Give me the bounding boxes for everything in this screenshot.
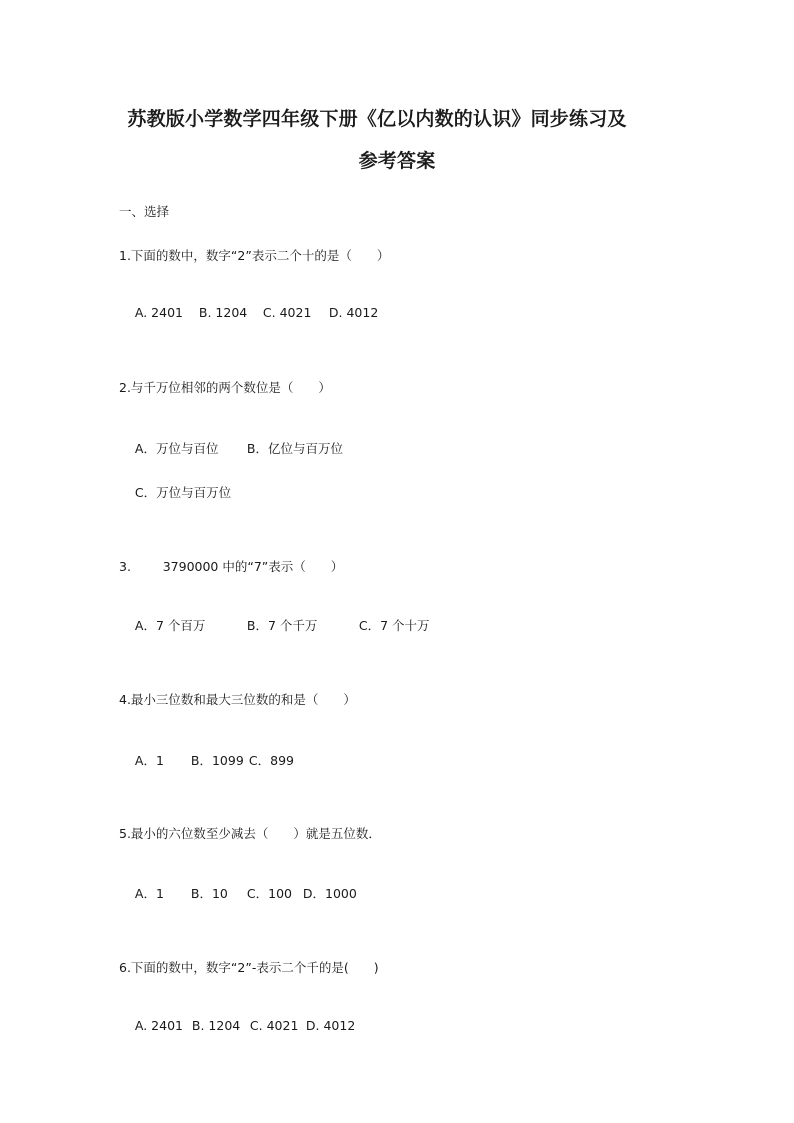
option-c: C．7 个十万 [358, 618, 430, 633]
question-3-options [119, 601, 430, 649]
question-4-options [119, 736, 294, 784]
question-1-options [119, 290, 378, 335]
option-a: A．1 [134, 886, 164, 901]
option-b: B．亿位与百万位 [246, 441, 343, 456]
option-b: B．10 [190, 886, 228, 901]
doc-title-line2: 参考答案 [358, 150, 436, 172]
option-a: A．万位与百位 [134, 441, 219, 456]
question-6-stem: 6.下面的数中，数字“2”-表示二个千的是( ) [119, 960, 379, 975]
question-3-stem: 3. 3790000 中的“7”表示（ ） [119, 559, 344, 574]
option-b: B．1099 [190, 753, 244, 768]
option-d: D．1000 [302, 886, 357, 901]
question-6-options [119, 1003, 355, 1048]
option-c: C．899 [248, 753, 294, 768]
option-c: C. 4021 [262, 305, 312, 320]
option-c: C. 4021 [249, 1018, 299, 1033]
option-d: D. 4012 [305, 1018, 356, 1033]
question-2-stem: 2.与千万位相邻的两个数位是（ ） [119, 380, 331, 395]
option-a: A. 2401 [134, 305, 183, 320]
question-2-options [119, 424, 343, 472]
question-1-stem: 1.下面的数中，数字“2”表示二个十的是（ ） [119, 248, 390, 263]
option-a: A．7 个百万 [134, 618, 206, 633]
question-4-stem: 4.最小三位数和最大三位数的和是（ ） [119, 692, 356, 707]
section-heading: 一、选择 [119, 204, 170, 219]
question-5-stem: 5.最小的六位数至少减去（ ）就是五位数． [119, 826, 381, 841]
option-a: A．1 [134, 753, 164, 768]
question-5-options [119, 869, 357, 917]
option-c: C．100 [246, 886, 292, 901]
option-b: B．7 个千万 [246, 618, 318, 633]
option-b: B. 1204 [198, 305, 248, 320]
option-a: A. 2401 [134, 1018, 183, 1033]
option-d: D. 4012 [328, 305, 379, 320]
question-2-options-line2 [119, 468, 231, 516]
doc-title-line1: 苏教版小学数学四年级下册《亿以内数的认识》同步练习及 [127, 108, 627, 130]
option-c: C．万位与百万位 [134, 485, 232, 500]
option-b: B. 1204 [191, 1018, 241, 1033]
